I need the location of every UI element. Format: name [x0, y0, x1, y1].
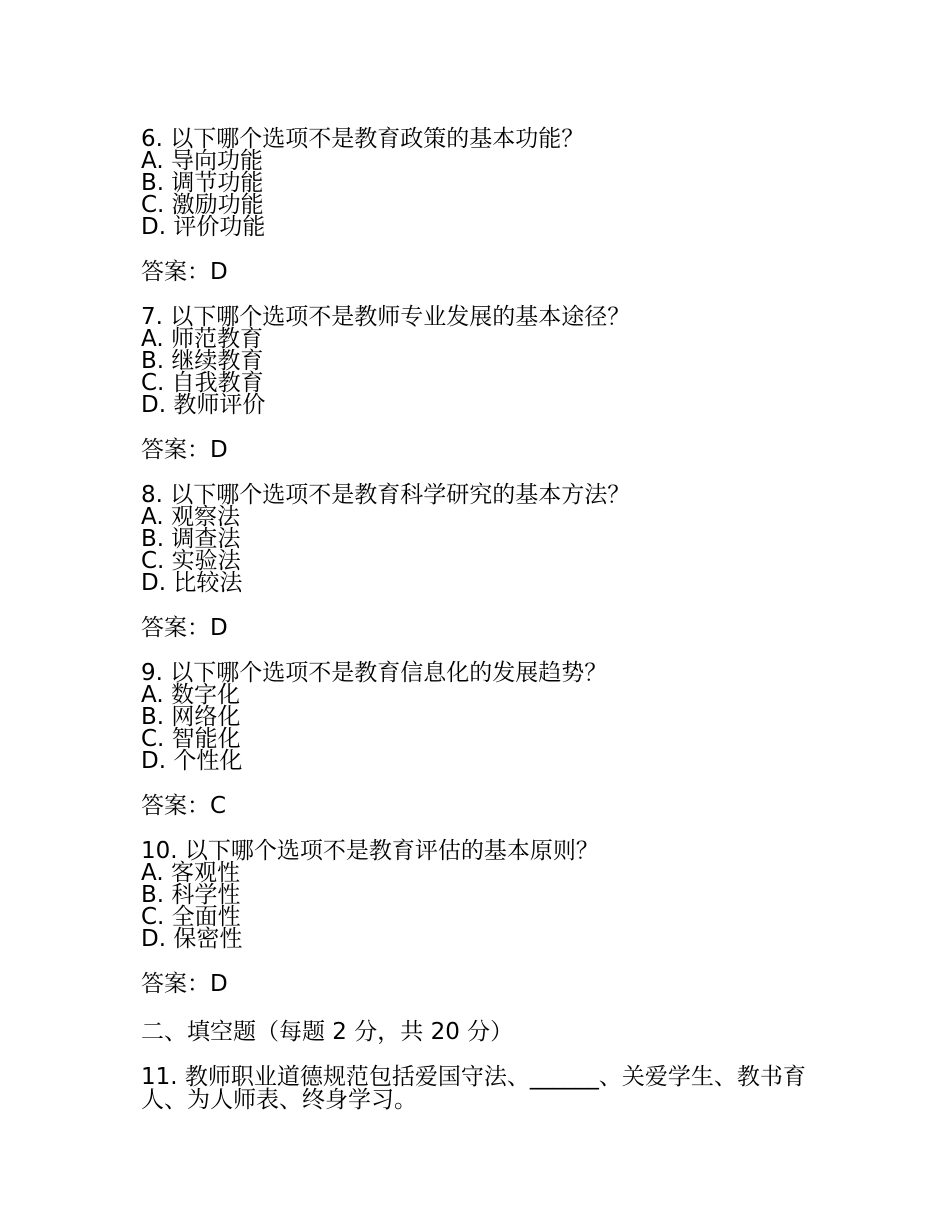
- fill-question-11: 11. 教师职业道德规范包括爱国守法、______、关爱学生、教书育人、为人师表、终身学习。: [141, 1064, 806, 1113]
- option-a: A. 师范教育: [141, 326, 263, 352]
- option-c: C. 全面性: [141, 904, 241, 930]
- option-a: A. 客观性: [141, 860, 240, 886]
- question-stem: 6. 以下哪个选项不是教育政策的基本功能？: [141, 126, 585, 152]
- option-b: B. 网络化: [141, 704, 241, 730]
- option-d: D. 教师评价: [141, 392, 266, 418]
- question-stem: 7. 以下哪个选项不是教师专业发展的基本途径？: [141, 304, 631, 330]
- option-b: B. 科学性: [141, 882, 241, 908]
- option-a: A. 导向功能: [141, 148, 263, 174]
- option-b: B. 调查法: [141, 526, 241, 552]
- option-d: D. 比较法: [141, 570, 243, 596]
- question-stem: 9. 以下哪个选项不是教育信息化的发展趋势？: [141, 660, 608, 686]
- option-c: C. 实验法: [141, 548, 241, 574]
- option-c: C. 激励功能: [141, 192, 264, 218]
- option-c: C. 自我教育: [141, 370, 264, 396]
- question-block-10: [141, 840, 821, 998]
- question-block-7: [141, 306, 821, 464]
- answer-line: 答案：D: [141, 259, 228, 285]
- question-block-9: [141, 662, 821, 820]
- option-b: B. 继续教育: [141, 348, 264, 374]
- section-title-fill-in: 二、填空题（每题 2 分，共 20 分）: [141, 1019, 514, 1045]
- option-d: D. 个性化: [141, 748, 243, 774]
- option-a: A. 观察法: [141, 504, 240, 530]
- option-b: B. 调节功能: [141, 170, 264, 196]
- answer-line: 答案：D: [141, 971, 228, 997]
- question-stem: 8. 以下哪个选项不是教育科学研究的基本方法？: [141, 482, 631, 508]
- answer-line: 答案：D: [141, 615, 228, 641]
- question-stem: 10. 以下哪个选项不是教育评估的基本原则？: [141, 838, 599, 864]
- option-d: D. 评价功能: [141, 214, 266, 240]
- question-block-6: [141, 128, 821, 286]
- option-a: A. 数字化: [141, 682, 240, 708]
- option-c: C. 智能化: [141, 726, 241, 752]
- answer-line: 答案：C: [141, 793, 227, 819]
- option-d: D. 保密性: [141, 926, 243, 952]
- document-content: [141, 128, 821, 1112]
- question-block-8: [141, 484, 821, 642]
- answer-line: 答案：D: [141, 437, 228, 463]
